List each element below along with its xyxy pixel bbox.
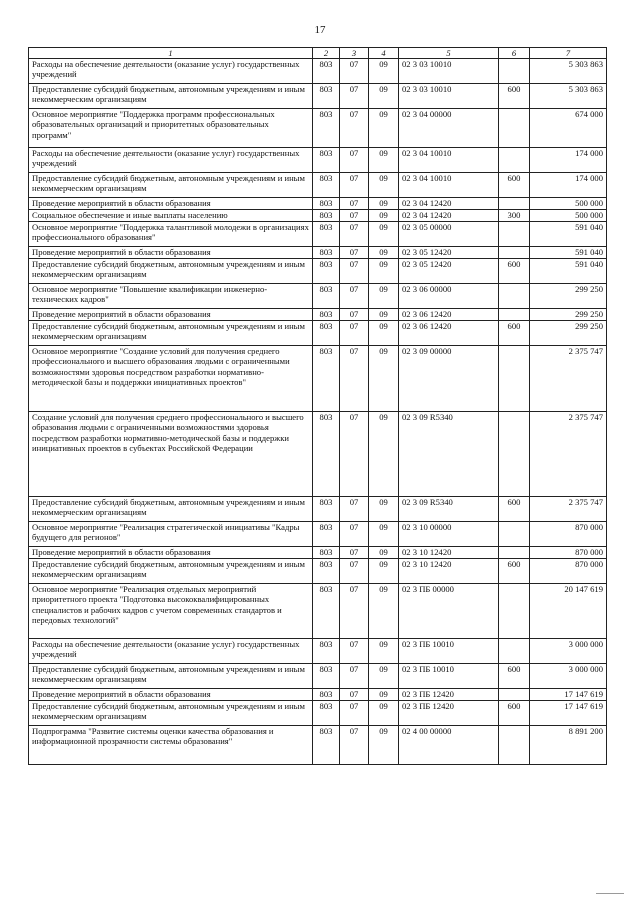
- row-expense-type: [499, 522, 530, 547]
- row-expense-type: [499, 222, 530, 247]
- row-name: Социальное обеспечение и иные выплаты населению: [29, 210, 313, 222]
- row-expense-type: 600: [499, 259, 530, 284]
- row-target-code: 02 3 06 00000: [399, 284, 499, 309]
- row-section: 07: [340, 84, 369, 109]
- row-code: 803: [313, 689, 340, 701]
- row-name: Предоставление субсидий бюджетным, автономным учреждениям и иным некоммерческим организациям: [29, 559, 313, 584]
- row-target-code: 02 3 ПБ 00000: [399, 584, 499, 639]
- row-name: Проведение мероприятий в области образования: [29, 247, 313, 259]
- row-amount: 2 375 747: [530, 346, 607, 412]
- row-name: Основное мероприятие "Создание условий для получения среднего профессионального и высшего образования людьми с ограниченными возможностями здоровья посредством разработки нормативно-методической базы и поддержки инициативных проектов": [29, 346, 313, 412]
- row-amount: 870 000: [530, 522, 607, 547]
- row-amount: 591 040: [530, 222, 607, 247]
- row-name: Создание условий для получения среднего профессионального и высшего образования людьми с ограниченными возможностями здоровья посредством разработки нормативно-методической базы и поддержки инициативных проектов в субъектах Российской Федерации: [29, 412, 313, 497]
- row-section: 07: [340, 284, 369, 309]
- row-code: 803: [313, 109, 340, 148]
- row-amount: 17 147 619: [530, 689, 607, 701]
- row-subsection: 09: [369, 726, 399, 765]
- budget-table: [28, 47, 607, 765]
- row-expense-type: [499, 148, 530, 173]
- row-section: 07: [340, 309, 369, 321]
- table-row: [29, 247, 607, 259]
- row-target-code: 02 3 04 12420: [399, 210, 499, 222]
- row-subsection: 09: [369, 664, 399, 689]
- row-name: Основное мероприятие "Поддержка талантливой молодежи в организациях профессионального образования": [29, 222, 313, 247]
- row-code: 803: [313, 173, 340, 198]
- row-expense-type: [499, 59, 530, 84]
- row-target-code: 02 3 06 12420: [399, 321, 499, 346]
- row-code: 803: [313, 210, 340, 222]
- row-amount: 870 000: [530, 547, 607, 559]
- col-header-4: 4: [369, 48, 399, 59]
- row-code: 803: [313, 559, 340, 584]
- table-row: [29, 84, 607, 109]
- row-section: 07: [340, 497, 369, 522]
- row-name: Подпрограмма "Развитие системы оценки качества образования и информационной прозрачности системы образования": [29, 726, 313, 765]
- table-row: [29, 321, 607, 346]
- row-target-code: 02 3 10 12420: [399, 559, 499, 584]
- table-row: [29, 198, 607, 210]
- row-code: 803: [313, 412, 340, 497]
- col-header-3: 3: [340, 48, 369, 59]
- row-amount: 3 000 000: [530, 664, 607, 689]
- row-expense-type: 600: [499, 173, 530, 198]
- row-target-code: 02 3 06 12420: [399, 309, 499, 321]
- page-number: 17: [314, 24, 326, 36]
- row-code: 803: [313, 247, 340, 259]
- row-target-code: 02 3 ПБ 12420: [399, 689, 499, 701]
- row-expense-type: [499, 247, 530, 259]
- table-row: [29, 726, 607, 765]
- row-subsection: 09: [369, 210, 399, 222]
- table-row: [29, 148, 607, 173]
- row-amount: 5 303 863: [530, 84, 607, 109]
- row-expense-type: 300: [499, 210, 530, 222]
- row-amount: 20 147 619: [530, 584, 607, 639]
- row-target-code: 02 4 00 00000: [399, 726, 499, 765]
- row-name: Проведение мероприятий в области образования: [29, 689, 313, 701]
- row-amount: 591 040: [530, 247, 607, 259]
- row-section: 07: [340, 664, 369, 689]
- row-code: 803: [313, 321, 340, 346]
- row-code: 803: [313, 497, 340, 522]
- row-name: Проведение мероприятий в области образования: [29, 547, 313, 559]
- row-target-code: 02 3 05 12420: [399, 259, 499, 284]
- row-name: Проведение мероприятий в области образования: [29, 309, 313, 321]
- row-amount: 2 375 747: [530, 412, 607, 497]
- row-section: 07: [340, 59, 369, 84]
- row-subsection: 09: [369, 259, 399, 284]
- row-section: 07: [340, 321, 369, 346]
- row-section: 07: [340, 148, 369, 173]
- row-expense-type: 600: [499, 84, 530, 109]
- row-subsection: 09: [369, 309, 399, 321]
- row-name: Предоставление субсидий бюджетным, автономным учреждениям и иным некоммерческим организациям: [29, 701, 313, 726]
- row-expense-type: 600: [499, 497, 530, 522]
- table-row: [29, 559, 607, 584]
- row-target-code: 02 3 ПБ 10010: [399, 639, 499, 664]
- row-subsection: 09: [369, 222, 399, 247]
- row-name: Основное мероприятие "Реализация отдельных мероприятий приоритетного проекта "Подготовка высококвалифицированных специалистов и рабочих кадров с учетом современных стандартов и передовых технологий": [29, 584, 313, 639]
- row-subsection: 09: [369, 198, 399, 210]
- row-amount: 8 891 200: [530, 726, 607, 765]
- row-section: 07: [340, 701, 369, 726]
- col-header-5: 5: [399, 48, 499, 59]
- row-section: 07: [340, 173, 369, 198]
- row-code: 803: [313, 726, 340, 765]
- row-subsection: 09: [369, 148, 399, 173]
- row-code: 803: [313, 584, 340, 639]
- row-amount: 870 000: [530, 559, 607, 584]
- row-name: Предоставление субсидий бюджетным, автономным учреждениям и иным некоммерческим организациям: [29, 259, 313, 284]
- row-subsection: 09: [369, 522, 399, 547]
- table-row: [29, 689, 607, 701]
- row-name: Расходы на обеспечение деятельности (оказание услуг) государственных учреждений: [29, 148, 313, 173]
- row-name: Основное мероприятие "Поддержка программ профессиональных образовательных организаций и приоритетных образовательных программ": [29, 109, 313, 148]
- row-target-code: 02 3 04 12420: [399, 198, 499, 210]
- row-section: 07: [340, 584, 369, 639]
- row-section: 07: [340, 259, 369, 284]
- col-header-2: 2: [313, 48, 340, 59]
- row-target-code: 02 3 09 00000: [399, 346, 499, 412]
- table-row: [29, 309, 607, 321]
- row-section: 07: [340, 559, 369, 584]
- row-code: 803: [313, 701, 340, 726]
- row-amount: 2 375 747: [530, 497, 607, 522]
- col-header-7: 7: [530, 48, 607, 59]
- row-target-code: 02 3 04 10010: [399, 148, 499, 173]
- row-section: 07: [340, 198, 369, 210]
- table-row: [29, 210, 607, 222]
- row-expense-type: [499, 284, 530, 309]
- row-name: Проведение мероприятий в области образования: [29, 198, 313, 210]
- row-section: 07: [340, 547, 369, 559]
- row-section: 07: [340, 346, 369, 412]
- row-section: 07: [340, 222, 369, 247]
- row-section: 07: [340, 726, 369, 765]
- row-code: 803: [313, 309, 340, 321]
- row-amount: 500 000: [530, 198, 607, 210]
- row-section: 07: [340, 522, 369, 547]
- row-amount: 500 000: [530, 210, 607, 222]
- row-subsection: 09: [369, 584, 399, 639]
- table-row: [29, 59, 607, 84]
- row-subsection: 09: [369, 109, 399, 148]
- row-code: 803: [313, 59, 340, 84]
- table-row: [29, 259, 607, 284]
- row-target-code: 02 3 03 10010: [399, 84, 499, 109]
- row-section: 07: [340, 639, 369, 664]
- row-subsection: 09: [369, 173, 399, 198]
- table-row: [29, 346, 607, 412]
- table-row: [29, 584, 607, 639]
- row-name: Основное мероприятие "Реализация стратегической инициативы "Кадры будущего для регионов": [29, 522, 313, 547]
- row-code: 803: [313, 84, 340, 109]
- table-row: [29, 639, 607, 664]
- row-code: 803: [313, 547, 340, 559]
- table-row: [29, 222, 607, 247]
- row-expense-type: [499, 584, 530, 639]
- row-expense-type: [499, 689, 530, 701]
- row-code: 803: [313, 198, 340, 210]
- row-target-code: 02 3 09 R5340: [399, 412, 499, 497]
- row-amount: 591 040: [530, 259, 607, 284]
- row-target-code: 02 3 04 00000: [399, 109, 499, 148]
- row-section: 07: [340, 412, 369, 497]
- row-subsection: 09: [369, 701, 399, 726]
- table-row: [29, 547, 607, 559]
- row-amount: 174 000: [530, 173, 607, 198]
- table-row: [29, 664, 607, 689]
- row-section: 07: [340, 689, 369, 701]
- table-row: [29, 284, 607, 309]
- row-subsection: 09: [369, 247, 399, 259]
- row-code: 803: [313, 664, 340, 689]
- row-name: Расходы на обеспечение деятельности (оказание услуг) государственных учреждений: [29, 639, 313, 664]
- row-expense-type: [499, 639, 530, 664]
- row-code: 803: [313, 639, 340, 664]
- row-target-code: 02 3 10 00000: [399, 522, 499, 547]
- table-row: [29, 522, 607, 547]
- column-number-header: [29, 48, 607, 59]
- row-amount: 299 250: [530, 309, 607, 321]
- row-target-code: 02 3 03 10010: [399, 59, 499, 84]
- row-section: 07: [340, 109, 369, 148]
- row-target-code: 02 3 09 R5340: [399, 497, 499, 522]
- row-target-code: 02 3 ПБ 12420: [399, 701, 499, 726]
- row-expense-type: [499, 547, 530, 559]
- row-subsection: 09: [369, 412, 399, 497]
- row-subsection: 09: [369, 321, 399, 346]
- row-subsection: 09: [369, 639, 399, 664]
- row-amount: 674 000: [530, 109, 607, 148]
- row-section: 07: [340, 247, 369, 259]
- row-subsection: 09: [369, 84, 399, 109]
- row-amount: 5 303 863: [530, 59, 607, 84]
- row-target-code: 02 3 05 12420: [399, 247, 499, 259]
- row-expense-type: [499, 309, 530, 321]
- table-row: [29, 497, 607, 522]
- row-expense-type: [499, 412, 530, 497]
- row-target-code: 02 3 05 00000: [399, 222, 499, 247]
- col-header-6: 6: [499, 48, 530, 59]
- row-expense-type: 600: [499, 664, 530, 689]
- table-row: [29, 412, 607, 497]
- row-name: Расходы на обеспечение деятельности (оказание услуг) государственных учреждений: [29, 59, 313, 84]
- row-subsection: 09: [369, 284, 399, 309]
- row-name: Предоставление субсидий бюджетным, автономным учреждениям и иным некоммерческим организациям: [29, 84, 313, 109]
- row-subsection: 09: [369, 497, 399, 522]
- row-expense-type: 600: [499, 559, 530, 584]
- row-subsection: 09: [369, 547, 399, 559]
- table-body: [29, 59, 607, 765]
- row-code: 803: [313, 259, 340, 284]
- row-amount: 3 000 000: [530, 639, 607, 664]
- row-section: 07: [340, 210, 369, 222]
- col-header-1: 1: [29, 48, 313, 59]
- row-code: 803: [313, 284, 340, 309]
- row-amount: 299 250: [530, 284, 607, 309]
- row-amount: 299 250: [530, 321, 607, 346]
- row-name: Предоставление субсидий бюджетным, автономным учреждениям и иным некоммерческим организациям: [29, 321, 313, 346]
- row-subsection: 09: [369, 59, 399, 84]
- row-target-code: 02 3 04 10010: [399, 173, 499, 198]
- row-name: Предоставление субсидий бюджетным, автономным учреждениям и иным некоммерческим организациям: [29, 664, 313, 689]
- row-code: 803: [313, 522, 340, 547]
- row-name: Основное мероприятие "Повышение квалификации инженерно-технических кадров": [29, 284, 313, 309]
- row-name: Предоставление субсидий бюджетным, автономным учреждениям и иным некоммерческим организациям: [29, 173, 313, 198]
- row-subsection: 09: [369, 346, 399, 412]
- row-code: 803: [313, 346, 340, 412]
- scan-edge-mark: [596, 893, 624, 894]
- row-amount: 174 000: [530, 148, 607, 173]
- table-row: [29, 173, 607, 198]
- row-expense-type: 600: [499, 321, 530, 346]
- row-expense-type: [499, 726, 530, 765]
- table-row: [29, 701, 607, 726]
- table-row: [29, 109, 607, 148]
- row-expense-type: [499, 198, 530, 210]
- row-expense-type: [499, 109, 530, 148]
- row-code: 803: [313, 222, 340, 247]
- row-subsection: 09: [369, 689, 399, 701]
- row-expense-type: [499, 346, 530, 412]
- row-code: 803: [313, 148, 340, 173]
- row-target-code: 02 3 10 12420: [399, 547, 499, 559]
- row-expense-type: 600: [499, 701, 530, 726]
- row-amount: 17 147 619: [530, 701, 607, 726]
- row-subsection: 09: [369, 559, 399, 584]
- row-target-code: 02 3 ПБ 10010: [399, 664, 499, 689]
- row-name: Предоставление субсидий бюджетным, автономным учреждениям и иным некоммерческим организациям: [29, 497, 313, 522]
